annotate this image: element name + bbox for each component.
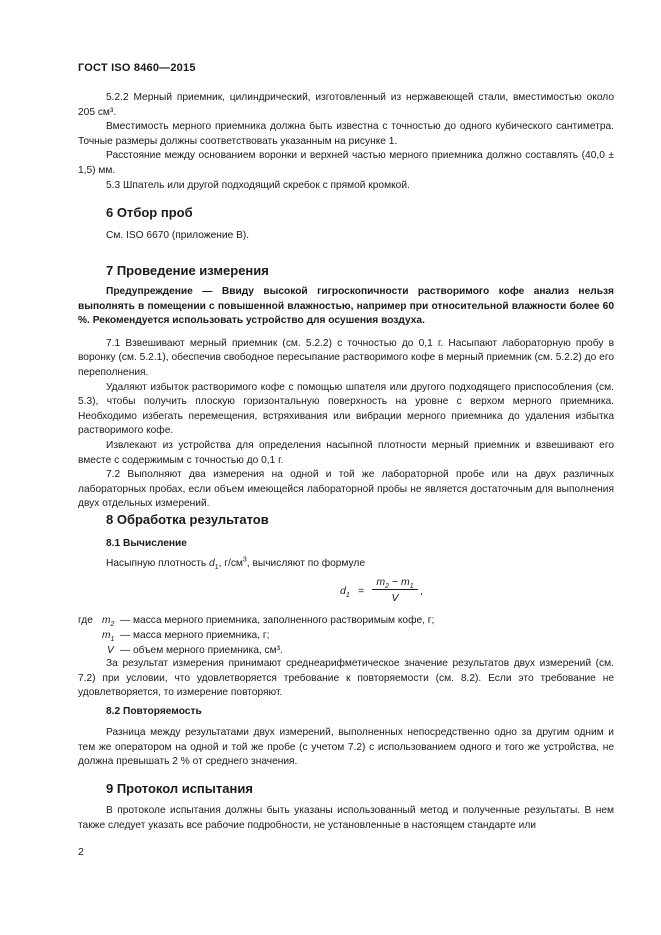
paragraph-repeatability: Разница между результатами двух измерений, выполненных непосредственно одно за другим одним и тем же оператором на одной и той же пробе (с учетом 7.2) с использованием одного и того же устройства, не должна превышать 2 % от среднего значения.	[78, 727, 614, 768]
intro-symbol: d	[209, 558, 215, 569]
intro-text-post: , вычисляют по формуле	[246, 558, 366, 569]
where-text-v: — объем мерного приемника, см³.	[120, 645, 283, 656]
formula-equals: =	[358, 585, 365, 597]
heading-8-1: 8.1 Вычисление	[106, 538, 187, 549]
repeatability-block	[78, 726, 614, 770]
where-symbol-m2: $m_2$	[102, 615, 115, 629]
intro-text-pre: Насыпную плотность	[106, 558, 210, 569]
where-symbol-v: V	[107, 645, 114, 656]
formula-numerator: $m_2 - m_1$	[376, 576, 414, 591]
heading-section-8: 8 Обработка результатов	[106, 512, 269, 527]
section-7-block	[78, 285, 614, 512]
warning-paragraph: Предупреждение — Ввиду высокой гигроскопичности растворимого кофе анализ нельзя выполнять в помещении с повышенной влажностью, например при относительной влажности более 60 %. Рекомендуется использовать устройство для осушения воздуха.	[78, 286, 614, 327]
formula-fraction-bar	[372, 589, 418, 590]
paragraph-6: См. ISO 6670 (приложение В).	[106, 230, 250, 241]
heading-section-7: 7 Проведение измерения	[106, 263, 269, 278]
where-text-m2: — масса мерного приемника, заполненного растворимым кофе, г;	[120, 615, 435, 626]
intro-text-unit: , г/см	[218, 558, 243, 569]
intro-unit-sup: 3	[242, 556, 247, 564]
where-word: где	[78, 615, 93, 626]
density-formula	[340, 575, 480, 609]
where-symbol-m1: $m_1$	[102, 630, 115, 644]
paragraph-weigh: Извлекают из устройства для определения насыпной плотности мерный приемник и взвешивают его вместе с содержимым с точностью до 0,1 г.	[78, 439, 614, 466]
result-block	[78, 657, 614, 701]
intro-line	[78, 557, 614, 572]
heading-section-6: 6 Отбор проб	[106, 205, 193, 220]
paragraph-9: В протоколе испытания должны быть указаны использованный метод и полученные результаты. В нем также следует указать все рабочие подробности, не установленные в настоящем стандарте или	[78, 805, 614, 831]
formula-comma: ,	[420, 585, 423, 597]
paragraph-7-1: 7.1 Взвешивают мерный приемник (см. 5.2.2) с точностью до 0,1 г. Насыпают лабораторную пробу в воронку (см. 5.2.1), обеспечив свободное пересыпание растворимого кофе в мерный приемник (см. 5.2.2) до его переполнения.	[78, 337, 614, 378]
formula-denominator: V	[391, 592, 399, 604]
paragraph-excess: Удаляют избыток растворимого кофе с помощью шпателя или другого подходящего приспособления (см. 5.3), чтобы получить плоскую горизонтальную поверхность на уровне с верхом мерного приемника. Необходимо избегать перемещения, встряхивания или вибрации мерного приемника до удаления избытка растворимого кофе.	[78, 381, 614, 437]
section-6-block	[78, 229, 614, 244]
paragraph-5-2-2: 5.2.2 Мерный приемник, цилиндрический, изготовленный из нержавеющей стали, вместимостью около 205 см³.	[78, 92, 614, 118]
page-number: 2	[78, 846, 84, 858]
section-9-block	[78, 804, 614, 833]
heading-section-9: 9 Протокол испытания	[106, 781, 253, 796]
paragraph-7-2: 7.2 Выполняют два измерения на одной и той же лабораторной пробе или на двух различных лабораторных пробах, если объем имеющейся лабораторной пробы не является достаточным для выполнения двух отдельных измерений.	[78, 469, 614, 510]
section-5-block	[78, 91, 614, 193]
intro-symbol-sub: 1	[214, 564, 219, 572]
paragraph-5-3: 5.3 Шпатель или другой подходящий скребок с прямой кромкой.	[106, 179, 410, 191]
paragraph-capacity: Вместимость мерного приемника должна быть известна с точностью до одного кубического сантиметра. Точные размеры должны соответствовать указанным на рисунке 1.	[78, 121, 614, 147]
where-list	[78, 614, 618, 660]
paragraph-result: За результат измерения принимают среднеарифметическое значение результатов двух измерений (см. 7.2) при условии, что удовлетворяется требование к повторяемости (см. 8.2). Если это требование не удовлетворяется, то измерение повторяют.	[78, 658, 614, 699]
formula-lhs: $d_1$	[340, 585, 350, 600]
where-text-m1: — масса мерного приемника, г;	[120, 630, 270, 641]
paragraph-distance: Расстояние между основанием воронки и верхней частью мерного приемника должно составлять (40,0 ± 1,5) мм.	[78, 150, 614, 176]
heading-8-2: 8.2 Повторяемость	[106, 706, 202, 717]
document-header: ГОСТ ISO 8460—2015	[78, 62, 196, 74]
